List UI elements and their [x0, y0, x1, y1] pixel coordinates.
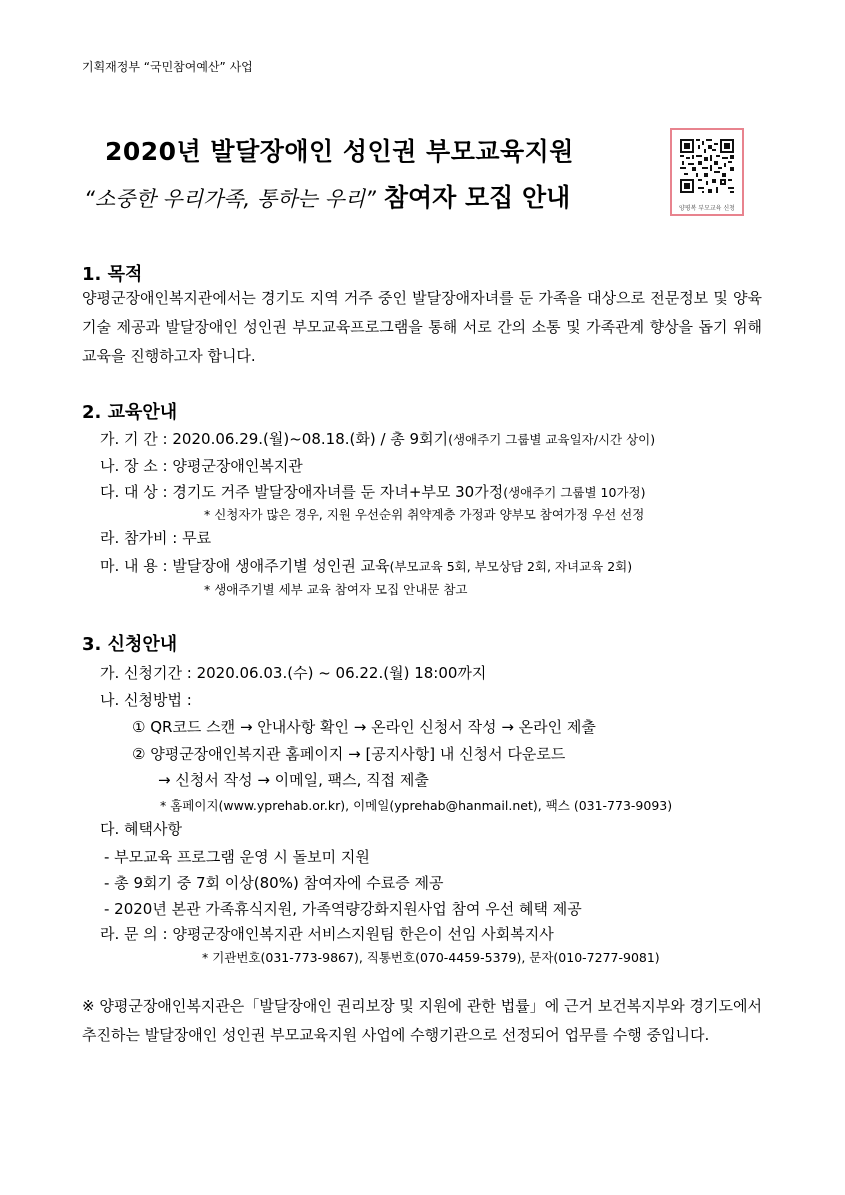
page-subtitle [84, 178, 570, 214]
info-row-period [100, 428, 655, 449]
section1-body: 양평군장애인복지관에서는 경기도 지역 거주 중인 발달장애자녀를 둔 가족을 대상으로 전문정보 및 양육기술 제공과 발달장애인 성인권 부모교육프로그램을 통해 서로 간의 소통 및 가족관계 향상을 돕기 위해 교육을 진행하고자 합니다. [82, 289, 762, 365]
benefit-item: - 부모교육 프로그램 운영 시 돌보미 지원 [104, 848, 370, 866]
apply-method-2a: ② 양평군장애인복지관 홈페이지 → [공지사항] 내 신청서 다운로드 [132, 745, 566, 763]
benefit-item: - 총 9회기 중 7회 이상(80%) 참여자에 수료증 제공 [104, 874, 444, 892]
info-label: 다. 대 상 : [100, 483, 168, 501]
info-note: (생애주기 그룹별 10가정) [503, 485, 646, 500]
section2-heading: 2. 교육안내 [82, 402, 178, 423]
info-label: 나. 장 소 : [100, 457, 168, 475]
benefit-label: 다. 혜택사항 [100, 820, 182, 838]
info-label: 마. 내 용 : [100, 557, 168, 575]
info-value: 무료 [182, 529, 212, 547]
target-note: * 신청자가 많은 경우, 지원 우선순위 취약계층 가정과 양부모 참여가정 우선 선정 [204, 507, 645, 522]
content-note: * 생애주기별 세부 교육 참여자 모집 안내문 참고 [204, 582, 468, 597]
info-note: (부모교육 5회, 부모상담 2회, 자녀교육 2회) [389, 559, 633, 574]
info-value: 양평군장애인복지관 [172, 457, 303, 475]
info-label: 라. 참가비 : [100, 529, 178, 547]
footer-note: ※ 양평군장애인복지관은「발달장애인 권리보장 및 지원에 관한 법률」에 근거 보건복지부와 경기도에서 추진하는 발달장애인 성인권 부모교육지원 사업에 수행기관으로 선정되어 업무를 수행 중입니다. [82, 997, 762, 1044]
apply-method-1: ① QR코드 스캔 → 안내사항 확인 → 온라인 신청서 작성 → 온라인 제출 [132, 718, 596, 736]
qr-code-icon [680, 136, 734, 196]
info-row-content [100, 555, 632, 576]
qr-code[interactable] [670, 128, 744, 216]
info-row-fee [100, 527, 211, 548]
apply-period: 가. 신청기간 : 2020.06.03.(수) ~ 06.22.(월) 18:00까지 [100, 664, 487, 682]
contact-note: * 홈페이지(www.yprehab.or.kr), 이메일(yprehab@hanmail.net), 팩스 (031-773-9093) [160, 798, 673, 813]
section3-heading: 3. 신청안내 [82, 634, 178, 655]
section1-heading: 1. 목적 [82, 264, 143, 285]
inquiry: 라. 문 의 : 양평군장애인복지관 서비스지원팀 한은이 선임 사회복지사 [100, 925, 554, 943]
subtitle-quote: “소중한 우리가족, 통하는 우리” [84, 187, 376, 211]
inquiry-note: * 기관번호(031-773-9867), 직통번호(070-4459-5379), 문자(010-7277-9081) [202, 950, 660, 965]
info-value: 경기도 거주 발달장애자녀를 둔 자녀+부모 30가정 [172, 483, 504, 501]
page-title: 2020년 발달장애인 성인권 부모교육지원 [105, 137, 574, 166]
apply-method-label: 나. 신청방법 : [100, 691, 192, 709]
qr-caption: 양평복 부모교육 신청 [679, 205, 735, 212]
info-label: 가. 기 간 : [100, 430, 168, 448]
info-value: 발달장애 생애주기별 성인권 교육 [172, 557, 390, 575]
info-value: 2020.06.29.(월)~08.18.(화) / 총 9회기 [172, 430, 449, 448]
info-row-place [100, 455, 303, 476]
benefit-item: - 2020년 본관 가족휴식지원, 가족역량강화지원사업 참여 우선 혜택 제공 [104, 900, 582, 918]
info-note: (생애주기 그룹별 교육일자/시간 상이) [448, 432, 656, 447]
apply-method-2b: → 신청서 작성 → 이메일, 팩스, 직접 제출 [158, 771, 429, 789]
header-note: 기획재정부 “국민참여예산” 사업 [82, 60, 253, 74]
subtitle-main: 참여자 모집 안내 [383, 183, 571, 212]
info-row-target [100, 481, 646, 502]
